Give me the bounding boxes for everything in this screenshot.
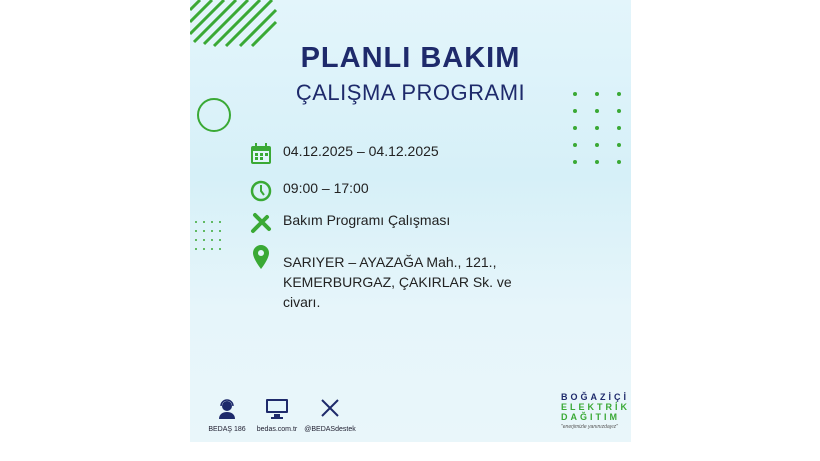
address-line: civarı.: [283, 294, 321, 310]
logo-line: DAĞITIM: [561, 412, 620, 422]
page-subtitle: ÇALIŞMA PROGRAMI: [295, 80, 526, 105]
logo-line: BOĞAZİÇİ: [561, 392, 629, 402]
clock-icon: [250, 180, 272, 202]
page-title: PLANLI BAKIM: [300, 42, 521, 74]
website-link[interactable]: bedas.com.tr: [256, 426, 298, 433]
monitor-icon[interactable]: [265, 398, 289, 420]
bogazici-logo: [561, 392, 630, 432]
address-row: [250, 244, 512, 312]
twitter-link[interactable]: @BEDASdestek: [304, 426, 356, 433]
small-dots-decoration: [194, 220, 226, 254]
date-row: [250, 143, 439, 165]
location-pin-icon: [250, 244, 272, 270]
work-type: Bakım Programı Çalışması: [283, 212, 451, 228]
address-line: KEMERBURGAZ, ÇAKIRLAR Sk. ve: [283, 274, 512, 290]
x-twitter-icon[interactable]: [320, 398, 340, 418]
time-row: [250, 180, 369, 202]
time-range: 09:00 – 17:00: [283, 180, 369, 196]
address-line: SARIYER – AYAZAĞA Mah., 121.,: [283, 254, 497, 270]
tools-icon: [250, 212, 272, 234]
date-range: 04.12.2025 – 04.12.2025: [283, 143, 439, 159]
call-center-icon: [216, 398, 238, 420]
calendar-icon: [250, 143, 272, 165]
announcement-card: [190, 0, 631, 442]
logo-line: ELEKTRİK: [561, 402, 630, 412]
phone-label: BEDAŞ 186: [208, 426, 246, 433]
work-row: [250, 212, 450, 234]
logo-tagline: "enerjimizle yanınızdayız": [561, 424, 618, 430]
